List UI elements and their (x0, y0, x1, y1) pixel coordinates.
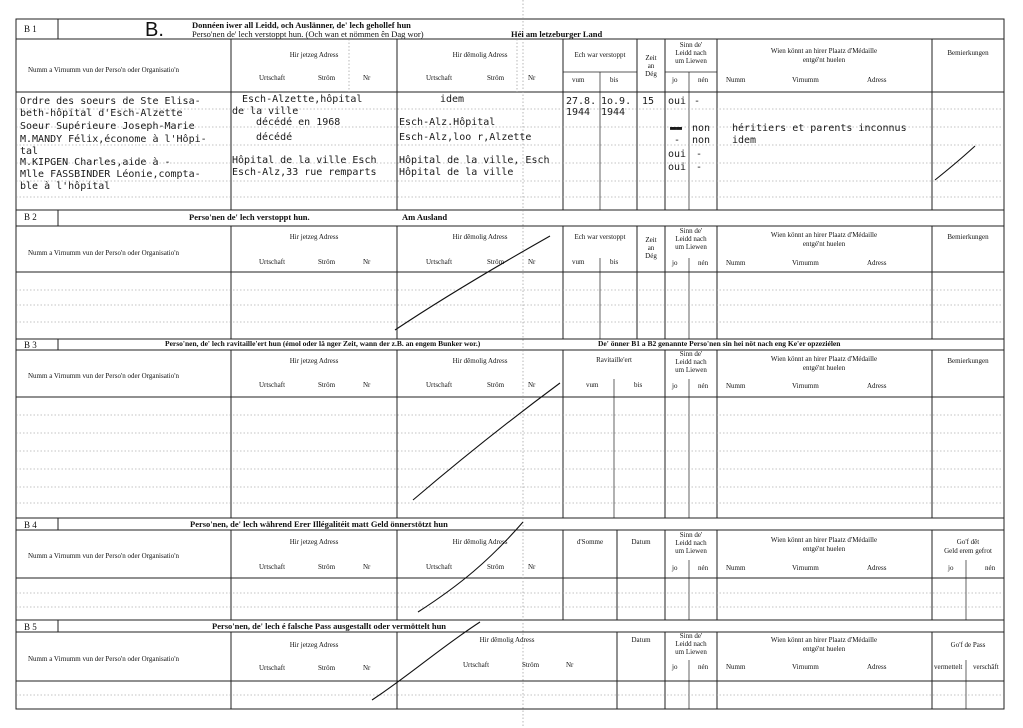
b1-row6-demolig: Hôpital de la ville, Esch (399, 155, 550, 166)
b3-bemierkungen: Bemierkungen (947, 357, 989, 365)
b1-row1-vum: 27.8. (566, 96, 597, 107)
b5-urtschaft-1: Urtschaft (259, 664, 286, 672)
b2-sinn-3: um Liewen (675, 243, 707, 251)
b1-row3-demolig: Esch-Alz.Hôpital (399, 117, 496, 128)
b3-hir-jetzeg: Hir jetzeg Adress (289, 357, 339, 365)
b4-wien-1: Wien könnt an hirer Plaatz d'Médaille (770, 536, 878, 544)
b4-stross-1: Ström (318, 563, 336, 571)
b1-sinn-2: Leidd nach (675, 49, 707, 57)
b2-bemierkungen: Bemierkungen (947, 233, 989, 241)
b5-jo: jo (672, 663, 678, 671)
b2-nen: nén (698, 259, 709, 267)
b1-row3-medaille: héritiers et parents inconnus (732, 123, 907, 134)
b1-urtschaft-1: Urtschaft (259, 74, 286, 82)
b5-sinn-2: Leidd nach (675, 640, 707, 648)
b3-adress: Adress (867, 382, 887, 390)
b4-name-col-header: Numm a Virnumm vun der Perso'n oder Organisatio'n (28, 552, 179, 560)
b4-jo: jo (672, 564, 678, 572)
b3-title-b: De' önner B1 a B2 genannte Perso'nen sin hei nöt nach eng Ke'er opzeziélen (598, 339, 841, 348)
b1-label: B 1 (24, 24, 37, 34)
b1-row3-nen: non (692, 123, 711, 134)
b1-row7-jetzeg: Esch-Alz,33 rue remparts (232, 167, 377, 178)
b5-stross-2: Ström (522, 661, 540, 669)
b4-sinn-1: Sinn de' (679, 531, 703, 539)
b1-row1-nen: - (694, 96, 701, 107)
b5-wien-1: Wien könnt an hirer Plaatz d'Médaille (770, 636, 878, 644)
b4-hir-jetzeg: Hir jetzeg Adress (289, 538, 339, 546)
b4-label: B 4 (24, 520, 37, 530)
b1-wien-1: Wien könnt an hirer Plaatz d'Médaille (770, 47, 878, 55)
b5-label: B 5 (24, 622, 37, 632)
b2-name-col-header: Numm a Virnumm vun der Perso'n oder Organisatio'n (28, 249, 179, 257)
b1-row2-jetzeg: de la ville (232, 106, 299, 117)
b1-row1-demolig: idem (440, 94, 465, 105)
form-title-line2: Perso'nen de' lech verstoppt hun. (Och wan et nömmen ên Dag wor) (192, 29, 424, 39)
b1-row1-jetzeg: Esch-Alzette,hôpital (242, 94, 363, 105)
b2-zeit-1: Zeit (645, 236, 657, 244)
b1-row4-medaille: idem (732, 135, 757, 146)
b1-row8-name: ble à l'hôpital (20, 181, 111, 192)
b3-wien-2: entgé'nt huelen (802, 364, 846, 372)
b3-ravitailleiert: Ravitaille'ert (596, 356, 632, 364)
b1-hir-jetzeg-header: Hir jetzeg Adress (289, 51, 339, 59)
b1-row6-nen: - (696, 149, 703, 160)
b3-urtschaft-1: Urtschaft (259, 381, 286, 389)
b2-urtschaft-1: Urtschaft (259, 258, 286, 266)
b5-adress: Adress (867, 663, 887, 671)
b1-row2-name: beth-hôpital d'Esch-Alzette (20, 108, 183, 119)
b2-stross-2: Ström (487, 258, 505, 266)
b3-label: B 3 (24, 340, 37, 350)
b2-sinn-1: Sinn de' (679, 227, 703, 235)
b2-jo: jo (672, 259, 678, 267)
b5-gof: Go'f de Pass (950, 641, 986, 649)
b2-hir-jetzeg: Hir jetzeg Adress (289, 233, 339, 241)
b3-stross-1: Ström (318, 381, 336, 389)
b2-ech-war: Ech war verstoppt (574, 233, 626, 241)
b5-urtschaft-2: Urtschaft (463, 661, 490, 669)
b2-label: B 2 (24, 212, 37, 222)
b4-stross-2: Ström (487, 563, 505, 571)
b1-row1-zeit: 15 (642, 96, 655, 107)
b4-virnumm: Virnumm (792, 564, 819, 572)
b5-virnumm: Virnumm (792, 663, 819, 671)
b2-numm: Numm (726, 259, 746, 267)
b4-dsomme: d'Somme (576, 538, 604, 546)
b3-jo: jo (672, 382, 678, 390)
b1-sinn-3: um Liewen (675, 57, 707, 65)
b5-vermettelt: vermettelt (934, 663, 963, 671)
b5-nr-2: Nr (566, 661, 574, 669)
b1-bis: bis (610, 76, 619, 84)
b2-title: Perso'nen de' lech verstoppt hun. (189, 212, 310, 222)
b1-row7-name: Mlle FASSBINDER Léonie,compta- (20, 169, 201, 180)
section-letter: B. (145, 19, 164, 41)
b3-wien-1: Wien könnt an hirer Plaatz d'Médaille (770, 355, 878, 363)
b4-numm: Numm (726, 564, 746, 572)
b2-bis: bis (610, 258, 619, 266)
b5-nen: nén (698, 663, 709, 671)
b1-nr-1: Nr (363, 74, 371, 82)
b3-sinn-1: Sinn de' (679, 350, 703, 358)
b2-nr-2: Nr (528, 258, 536, 266)
b1-adress: Adress (867, 76, 887, 84)
b1-row7-jo: oui (668, 162, 687, 173)
b5-numm: Numm (726, 663, 746, 671)
b5-name-col-header: Numm a Virnumm vun der Perso'n oder Organisatio'n (28, 655, 179, 663)
form-title-line1: Donnéen iwer all Leidd, och Auslänner, de' lech gehollef hun (192, 20, 411, 30)
b1-nen: nén (698, 76, 709, 84)
b3-title: Perso'nen, de' lech ravitaille'ert hun (émol oder lä nger Zeit, wann der z.B. an engem Bunker wor.) (165, 339, 481, 348)
b3-vum: vum (586, 381, 599, 389)
b1-row1-name: Ordre des soeurs de Ste Elisa- (20, 96, 201, 107)
b1-sinn-1: Sinn de' (679, 41, 703, 49)
b1-stross-1: Ström (318, 74, 336, 82)
b2-nr-1: Nr (363, 258, 371, 266)
b1-row3-jetzeg: décédé en 1968 (256, 117, 341, 128)
form-title-line2-b: Héi am letzeburger Land (511, 29, 603, 39)
b3-nen: nén (698, 382, 709, 390)
b1-row4-name: M.MANDY Félix,économe à l'Hôpi- (20, 134, 207, 145)
b2-sinn-2: Leidd nach (675, 235, 707, 243)
b1-row6-name: M.KIPGEN Charles,aide à - (20, 157, 171, 168)
b1-zeit-3: Dég (645, 70, 657, 78)
b1-row2-bis: 1944 (601, 107, 626, 118)
b3-numm: Numm (726, 382, 746, 390)
b2-vum: vum (572, 258, 585, 266)
b2-stross-1: Ström (318, 258, 336, 266)
b1-ech-war-header: Ech war verstoppt (574, 51, 626, 59)
b2-zeit-3: Dég (645, 252, 657, 260)
b4-gof-nen: nén (985, 564, 996, 572)
b1-urtschaft-2: Urtschaft (426, 74, 453, 82)
b1-row4-nen: non (692, 135, 711, 146)
b1-row1-bis: 1o.9. (601, 96, 632, 107)
b3-nr-1: Nr (363, 381, 371, 389)
b1-numm: Numm (726, 76, 746, 84)
b4-sinn-3: um Liewen (675, 547, 707, 555)
b1-stross-2: Ström (487, 74, 505, 82)
b4-gof-2: Geld erem gefrot (944, 547, 992, 555)
b5-sinn-3: um Liewen (675, 648, 707, 656)
b1-row5-name: tal (20, 146, 39, 157)
b2-title-b: Am Ausland (402, 212, 448, 222)
b4-gof-1: Go'f dêt (956, 538, 980, 546)
b3-sinn-3: um Liewen (675, 366, 707, 374)
b5-stross-1: Ström (318, 664, 336, 672)
b4-nen: nén (698, 564, 709, 572)
b2-wien-1: Wien könnt an hirer Plaatz d'Médaille (770, 231, 878, 239)
b1-zeit-2: an (647, 62, 655, 70)
b4-title: Perso'nen, de' lech während Erer Illégalitéit matt Geld önnerstötzt hun (190, 519, 448, 529)
b1-row4-jetzeg: décédé (256, 132, 293, 143)
b3-virnumm: Virnumm (792, 382, 819, 390)
b1-wien-2: entgé'nt huelen (802, 56, 846, 64)
b5-nr-1: Nr (363, 664, 371, 672)
b1-row3-name: Soeur Supérieure Joseph-Marie (20, 121, 195, 132)
b1-row7-demolig: Hôpital de la ville (399, 167, 514, 178)
b2-virnumm: Virnumm (792, 259, 819, 267)
b1-vum: vum (572, 76, 585, 84)
b5-hir-demolig: Hir dêmolig Adress (479, 636, 535, 644)
b1-name-col-header: Numm a Virnumm vun der Perso'n oder Organisatio'n (28, 66, 179, 74)
b1-row6-jetzeg: Hôpital de la ville Esch (232, 155, 377, 166)
b3-stross-2: Ström (487, 381, 505, 389)
b2-wien-2: entgé'nt huelen (802, 240, 846, 248)
b3-name-col-header: Numm a Virnumm vun der Perso'n oder Organisatio'n (28, 372, 179, 380)
b1-row1-jo: oui (668, 96, 687, 107)
b4-urtschaft-1: Urtschaft (259, 563, 286, 571)
b1-row6-jo: oui (668, 149, 687, 160)
b2-zeit-2: an (647, 244, 655, 252)
b2-urtschaft-2: Urtschaft (426, 258, 453, 266)
b5-wien-2: entgé'nt huelen (802, 645, 846, 653)
b1-virnumm: Virnumm (792, 76, 819, 84)
b5-verschaft: verschâft (973, 663, 999, 671)
b4-datum: Datum (631, 538, 651, 546)
b3-bis: bis (634, 381, 643, 389)
b4-sinn-2: Leidd nach (675, 539, 707, 547)
b1-row4-jo: - (674, 135, 681, 146)
b4-adress: Adress (867, 564, 887, 572)
b4-nr-2: Nr (528, 563, 536, 571)
b5-hir-jetzeg: Hir jetzeg Adress (289, 641, 339, 649)
b1-hir-demolig-header: Hir dêmolig Adress (452, 51, 508, 59)
b3-hir-demolig: Hir dêmolig Adress (452, 357, 508, 365)
b3-nr-2: Nr (528, 381, 536, 389)
b4-nr-1: Nr (363, 563, 371, 571)
b5-sinn-1: Sinn de' (679, 632, 703, 640)
b2-hir-demolig: Hir dêmolig Adress (452, 233, 508, 241)
b1-zeit-1: Zeit (645, 54, 657, 62)
b2-adress: Adress (867, 259, 887, 267)
b4-urtschaft-2: Urtschaft (426, 563, 453, 571)
b1-row7-nen: - (696, 162, 703, 173)
b1-row4-demolig: Esch-Alz,loo r,Alzette (399, 132, 532, 143)
b1-jo: jo (672, 76, 678, 84)
b3-sinn-2: Leidd nach (675, 358, 707, 366)
b3-urtschaft-2: Urtschaft (426, 381, 453, 389)
b1-bemierkungen: Bemierkungen (947, 49, 989, 57)
b1-row3-jo: ▬▬ (670, 123, 683, 134)
b1-nr-2: Nr (528, 74, 536, 82)
b4-wien-2: entgé'nt huelen (802, 545, 846, 553)
b4-hir-demolig: Hir dêmolig Adress (452, 538, 508, 546)
b4-gof-jo: jo (948, 564, 954, 572)
b5-datum: Datum (631, 636, 651, 644)
b1-row2-vum: 1944 (566, 107, 591, 118)
b5-title: Perso'nen, de' lech é falsche Pass ausgestallt oder vermöttelt hun (212, 621, 447, 631)
